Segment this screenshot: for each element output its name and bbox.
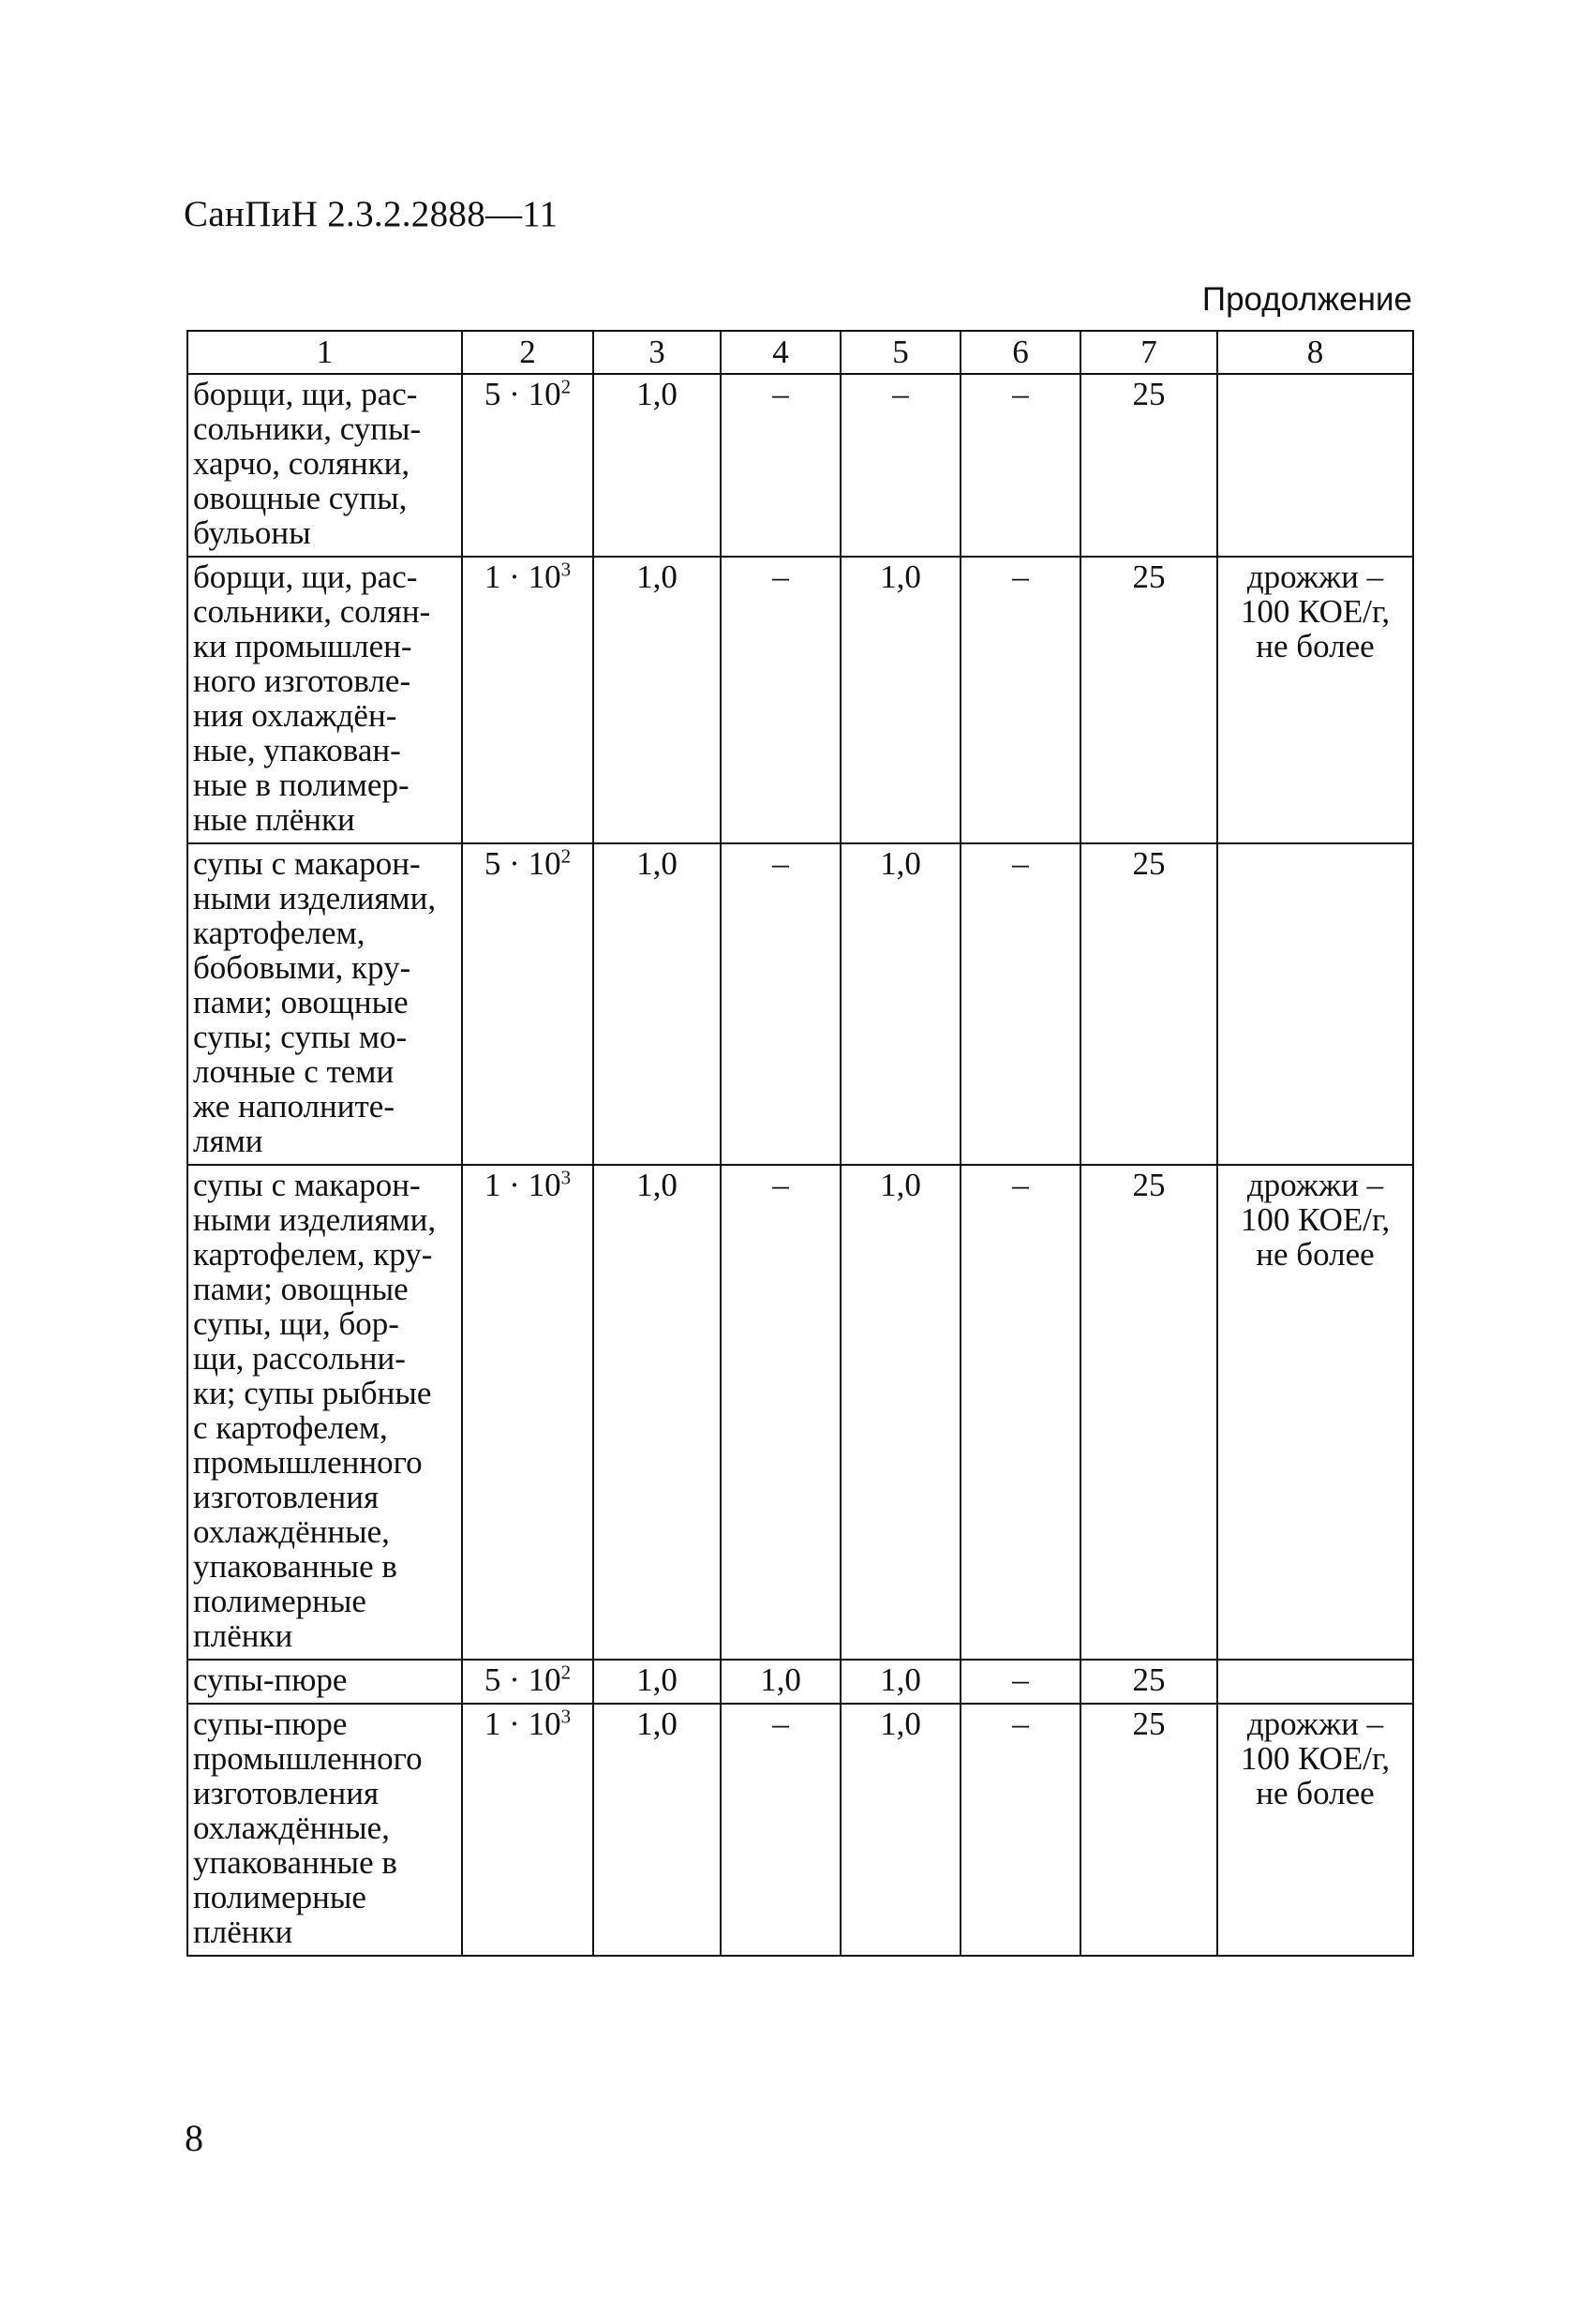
table-row (187, 1704, 1413, 1956)
column-4-cell: – (721, 557, 841, 843)
column-header-8: 8 (1217, 331, 1413, 374)
column-header-5: 5 (841, 331, 961, 374)
kmafanm-cell (462, 557, 593, 843)
table-row (187, 557, 1413, 843)
column-7-cell: 25 (1080, 374, 1217, 557)
column-3-cell: 1,0 (593, 1704, 721, 1956)
kmafanm-exponent: 2 (560, 375, 572, 398)
table-row (187, 1165, 1413, 1660)
column-6-cell: – (961, 557, 1080, 843)
column-3-cell: 1,0 (593, 1660, 721, 1704)
continuation-label: Продолжение (1201, 281, 1412, 318)
kmafanm-cell (462, 843, 593, 1165)
kmafanm-exponent: 2 (560, 844, 572, 868)
kmafanm-exponent: 3 (560, 558, 572, 581)
kmafanm-base: 5 · 10 (484, 845, 561, 882)
kmafanm-exponent: 3 (560, 1166, 572, 1189)
column-5-cell: – (841, 374, 961, 557)
column-3-cell: 1,0 (593, 374, 721, 557)
column-header-6: 6 (961, 331, 1080, 374)
note-cell (1217, 843, 1413, 1165)
kmafanm-exponent: 2 (560, 1661, 572, 1684)
microbiology-norms-table (186, 330, 1414, 1957)
note-cell: дрожжи – 100 КОЕ/г, не более (1217, 1704, 1413, 1956)
column-4-cell: – (721, 843, 841, 1165)
column-6-cell: – (961, 1660, 1080, 1704)
column-3-cell: 1,0 (593, 843, 721, 1165)
column-number-row (187, 331, 1413, 374)
kmafanm-cell (462, 374, 593, 557)
kmafanm-exponent: 3 (560, 1705, 572, 1728)
column-3-cell: 1,0 (593, 557, 721, 843)
column-5-cell: 1,0 (841, 1704, 961, 1956)
kmafanm-base: 5 · 10 (484, 1661, 561, 1698)
column-header-1: 1 (187, 331, 462, 374)
column-4-cell: – (721, 374, 841, 557)
column-5-cell: 1,0 (841, 1660, 961, 1704)
table-row (187, 374, 1413, 557)
column-header-2: 2 (462, 331, 593, 374)
column-7-cell: 25 (1080, 557, 1217, 843)
column-3-cell: 1,0 (593, 1165, 721, 1660)
kmafanm-cell (462, 1660, 593, 1704)
product-name-cell: супы с макарон- ными изделиями, картофелем, бобовыми, кру- пами; овощные супы; супы мо- лочные с теми же наполните- лями (187, 843, 462, 1165)
column-6-cell: – (961, 1165, 1080, 1660)
column-7-cell: 25 (1080, 1660, 1217, 1704)
kmafanm-base: 1 · 10 (484, 559, 561, 595)
column-7-cell: 25 (1080, 1704, 1217, 1956)
column-6-cell: – (961, 843, 1080, 1165)
column-4-cell: – (721, 1704, 841, 1956)
column-5-cell: 1,0 (841, 1165, 961, 1660)
column-5-cell: 1,0 (841, 557, 961, 843)
column-header-7: 7 (1080, 331, 1217, 374)
kmafanm-cell (462, 1165, 593, 1660)
column-4-cell: 1,0 (721, 1660, 841, 1704)
column-7-cell: 25 (1080, 1165, 1217, 1660)
product-name-cell: супы-пюре промышленного изготовления охлаждённые, упакованные в полимерные плёнки (187, 1704, 462, 1956)
column-header-3: 3 (593, 331, 721, 374)
column-7-cell: 25 (1080, 843, 1217, 1165)
note-cell: дрожжи – 100 КОЕ/г, не более (1217, 1165, 1413, 1660)
document-code: СанПиН 2.3.2.2888—11 (184, 194, 559, 234)
kmafanm-base: 1 · 10 (484, 1706, 561, 1742)
page-number: 8 (185, 2117, 203, 2159)
kmafanm-base: 1 · 10 (484, 1167, 561, 1203)
column-4-cell: – (721, 1165, 841, 1660)
kmafanm-base: 5 · 10 (484, 376, 561, 412)
note-cell (1217, 374, 1413, 557)
table-row (187, 1660, 1413, 1704)
column-5-cell: 1,0 (841, 843, 961, 1165)
column-6-cell: – (961, 374, 1080, 557)
table-row (187, 843, 1413, 1165)
product-name-cell: борщи, щи, рас- сольники, солян- ки промышлен- ного изготовле- ния охлаждён- ные, упакован- ные в полимер- ные плёнки (187, 557, 462, 843)
product-name-cell: борщи, щи, рас- сольники, супы- харчо, солянки, овощные супы, бульоны (187, 374, 462, 557)
column-header-4: 4 (721, 331, 841, 374)
product-name-cell: супы-пюре (187, 1660, 462, 1704)
note-cell: дрожжи – 100 КОЕ/г, не более (1217, 557, 1413, 843)
product-name-cell: супы с макарон- ными изделиями, картофелем, кру- пами; овощные супы, щи, бор- щи, рассольни- ки; супы рыбные с картофелем, промышленного изготовления охлаждённые, упакованные в полимерные плёнки (187, 1165, 462, 1660)
table-body (187, 374, 1413, 1956)
kmafanm-cell (462, 1704, 593, 1956)
column-6-cell: – (961, 1704, 1080, 1956)
note-cell (1217, 1660, 1413, 1704)
